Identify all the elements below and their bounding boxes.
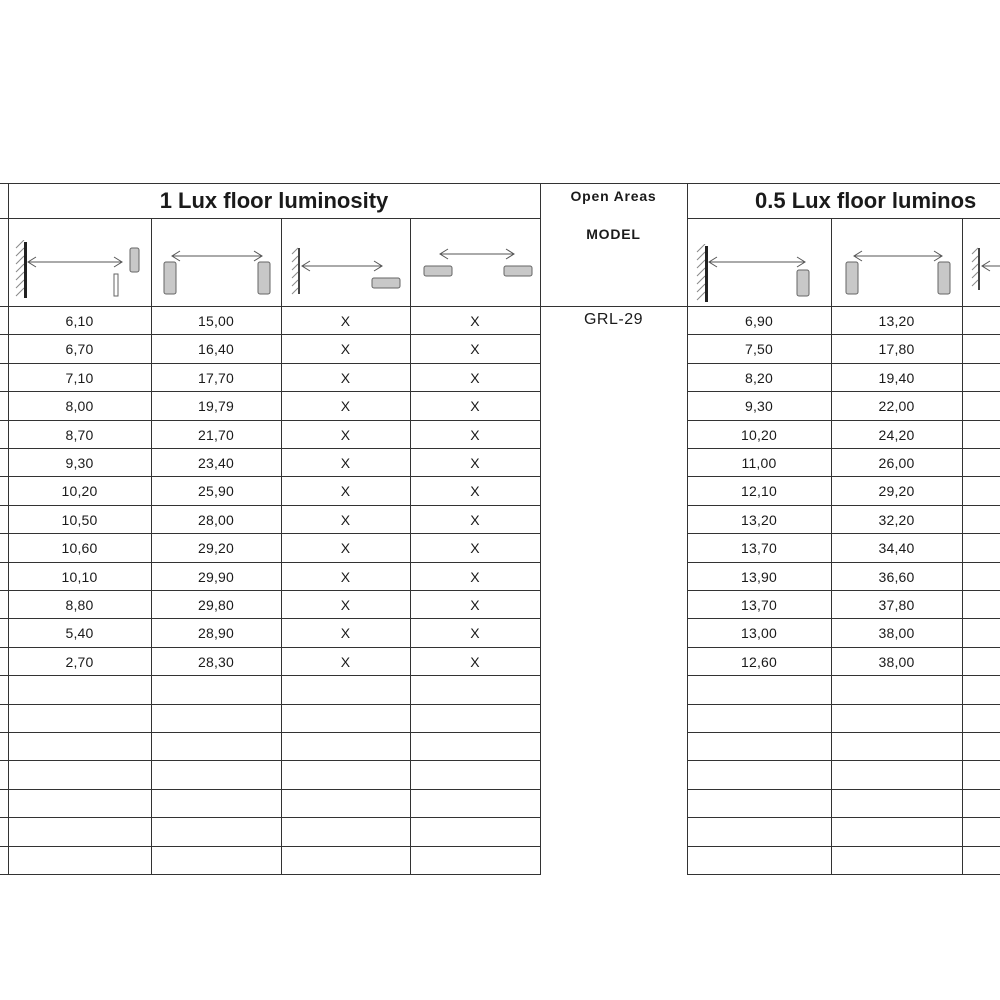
table-cell: 23,40 <box>197 455 235 471</box>
column-divider <box>962 218 963 875</box>
floor-to-floor-fixture-icon <box>420 244 534 284</box>
table-cell: X <box>470 597 480 613</box>
table-cell: 10,20 <box>61 483 98 499</box>
row-divider <box>0 760 540 761</box>
table-cell: 28,30 <box>197 654 235 670</box>
table-cell: 13,70 <box>740 540 778 556</box>
wall-to-floor-fixture-icon <box>290 246 406 296</box>
table-cell: X <box>470 569 480 585</box>
table-cell: 10,10 <box>61 569 98 585</box>
row-divider <box>0 789 540 790</box>
table-cell: 8,00 <box>65 398 94 414</box>
table-cell: X <box>340 341 351 357</box>
table-cell: 37,80 <box>878 597 915 613</box>
table-cell: X <box>470 455 480 471</box>
table-cell: X <box>470 370 480 386</box>
model-label: MODEL <box>586 226 641 242</box>
table-cell: 8,80 <box>65 597 94 613</box>
table-cell: X <box>340 483 351 499</box>
table-cell: 38,00 <box>878 625 915 641</box>
table-cell: 7,50 <box>744 341 774 357</box>
table-cell: X <box>470 398 480 414</box>
table-cell: 13,70 <box>740 597 778 613</box>
table-cell: X <box>340 597 351 613</box>
table-cell: 6,90 <box>744 313 774 329</box>
table-cell: X <box>340 313 351 329</box>
column-divider <box>540 183 541 875</box>
table-cell: 16,40 <box>197 341 235 357</box>
table-cell: 15,00 <box>197 313 235 329</box>
table-cell: 10,60 <box>61 540 98 556</box>
table-cell: X <box>470 512 480 528</box>
table-cell: X <box>340 569 351 585</box>
table-cell: 22,00 <box>878 398 915 414</box>
table-cell: 19,40 <box>878 370 915 386</box>
table-cell: 17,70 <box>197 370 235 386</box>
wall-to-floor-fixture-icon <box>970 246 1000 296</box>
table-cell: 32,20 <box>878 512 915 528</box>
table-cell: X <box>470 313 480 329</box>
table-cell: 19,79 <box>197 398 235 414</box>
table-cell: 6,10 <box>65 313 94 329</box>
table-cell: 29,20 <box>878 483 915 499</box>
row-divider <box>0 817 540 818</box>
table-cell: 11,00 <box>741 455 777 471</box>
table-cell: X <box>340 512 351 528</box>
wall-to-ceiling-fixture-icon <box>695 244 825 304</box>
table-cell: 17,80 <box>878 341 915 357</box>
table-cell: 29,80 <box>197 597 235 613</box>
table-cell: X <box>340 398 351 414</box>
row-divider <box>687 817 1000 818</box>
open-areas-label: Open Areas <box>570 188 657 204</box>
row-divider <box>687 732 1000 733</box>
table-cell: 24,20 <box>878 427 915 443</box>
table-cell: 25,90 <box>197 483 235 499</box>
table-cell: X <box>340 370 351 386</box>
table-cell: 13,20 <box>878 313 915 329</box>
row-divider <box>687 704 1000 705</box>
table-cell: X <box>470 341 480 357</box>
table-cell: 10,50 <box>61 512 98 528</box>
table-cell: X <box>340 455 351 471</box>
row-divider <box>687 760 1000 761</box>
table-cell: 21,70 <box>197 427 235 443</box>
table-cell: 12,10 <box>740 483 778 499</box>
table-cell: 9,30 <box>65 455 94 471</box>
table-cell: 28,90 <box>197 625 235 641</box>
table-cell: X <box>340 540 351 556</box>
ceiling-to-ceiling-fixture-icon <box>840 244 956 298</box>
table-cell: 2,70 <box>65 654 94 670</box>
row-divider <box>0 874 540 875</box>
table-cell: 29,20 <box>197 540 235 556</box>
table-cell: 13,20 <box>740 512 778 528</box>
table-cell: 9,30 <box>744 398 774 414</box>
row-divider <box>687 846 1000 847</box>
table-cell: 6,70 <box>65 341 94 357</box>
title-05-lux: 0.5 Lux floor luminos <box>755 188 977 213</box>
table-cell: 26,00 <box>878 455 915 471</box>
table-cell: 34,40 <box>878 540 915 556</box>
row-divider <box>0 846 540 847</box>
table-cell: X <box>470 540 480 556</box>
table-cell: X <box>340 654 351 670</box>
table-cell: X <box>470 483 480 499</box>
table-cell: 12,60 <box>740 654 778 670</box>
row-divider <box>0 732 540 733</box>
table-cell: X <box>470 654 480 670</box>
table-cell: 28,00 <box>197 512 235 528</box>
table-cell: 29,90 <box>197 569 235 585</box>
wall-to-ceiling-fixture-icon <box>14 240 146 302</box>
table-cell: 10,20 <box>740 427 778 443</box>
table-cell: X <box>340 625 351 641</box>
title-1-lux: 1 Lux floor luminosity <box>159 188 389 213</box>
table-cell: 8,70 <box>65 427 94 443</box>
row-divider <box>687 789 1000 790</box>
table-cell: X <box>470 427 480 443</box>
table-cell: 36,60 <box>878 569 915 585</box>
table-cell: 38,00 <box>878 654 915 670</box>
table-cell: 13,00 <box>740 625 778 641</box>
ceiling-to-ceiling-fixture-icon <box>158 244 276 298</box>
row-divider <box>687 874 1000 875</box>
table-cell: X <box>470 625 480 641</box>
row-divider <box>0 704 540 705</box>
table-cell: 8,20 <box>744 370 774 386</box>
table-cell: 5,40 <box>65 625 94 641</box>
model-value: GRL-29 <box>583 311 644 328</box>
table-cell: 7,10 <box>65 370 94 386</box>
table-cell: X <box>340 427 351 443</box>
table-cell: 13,90 <box>740 569 778 585</box>
